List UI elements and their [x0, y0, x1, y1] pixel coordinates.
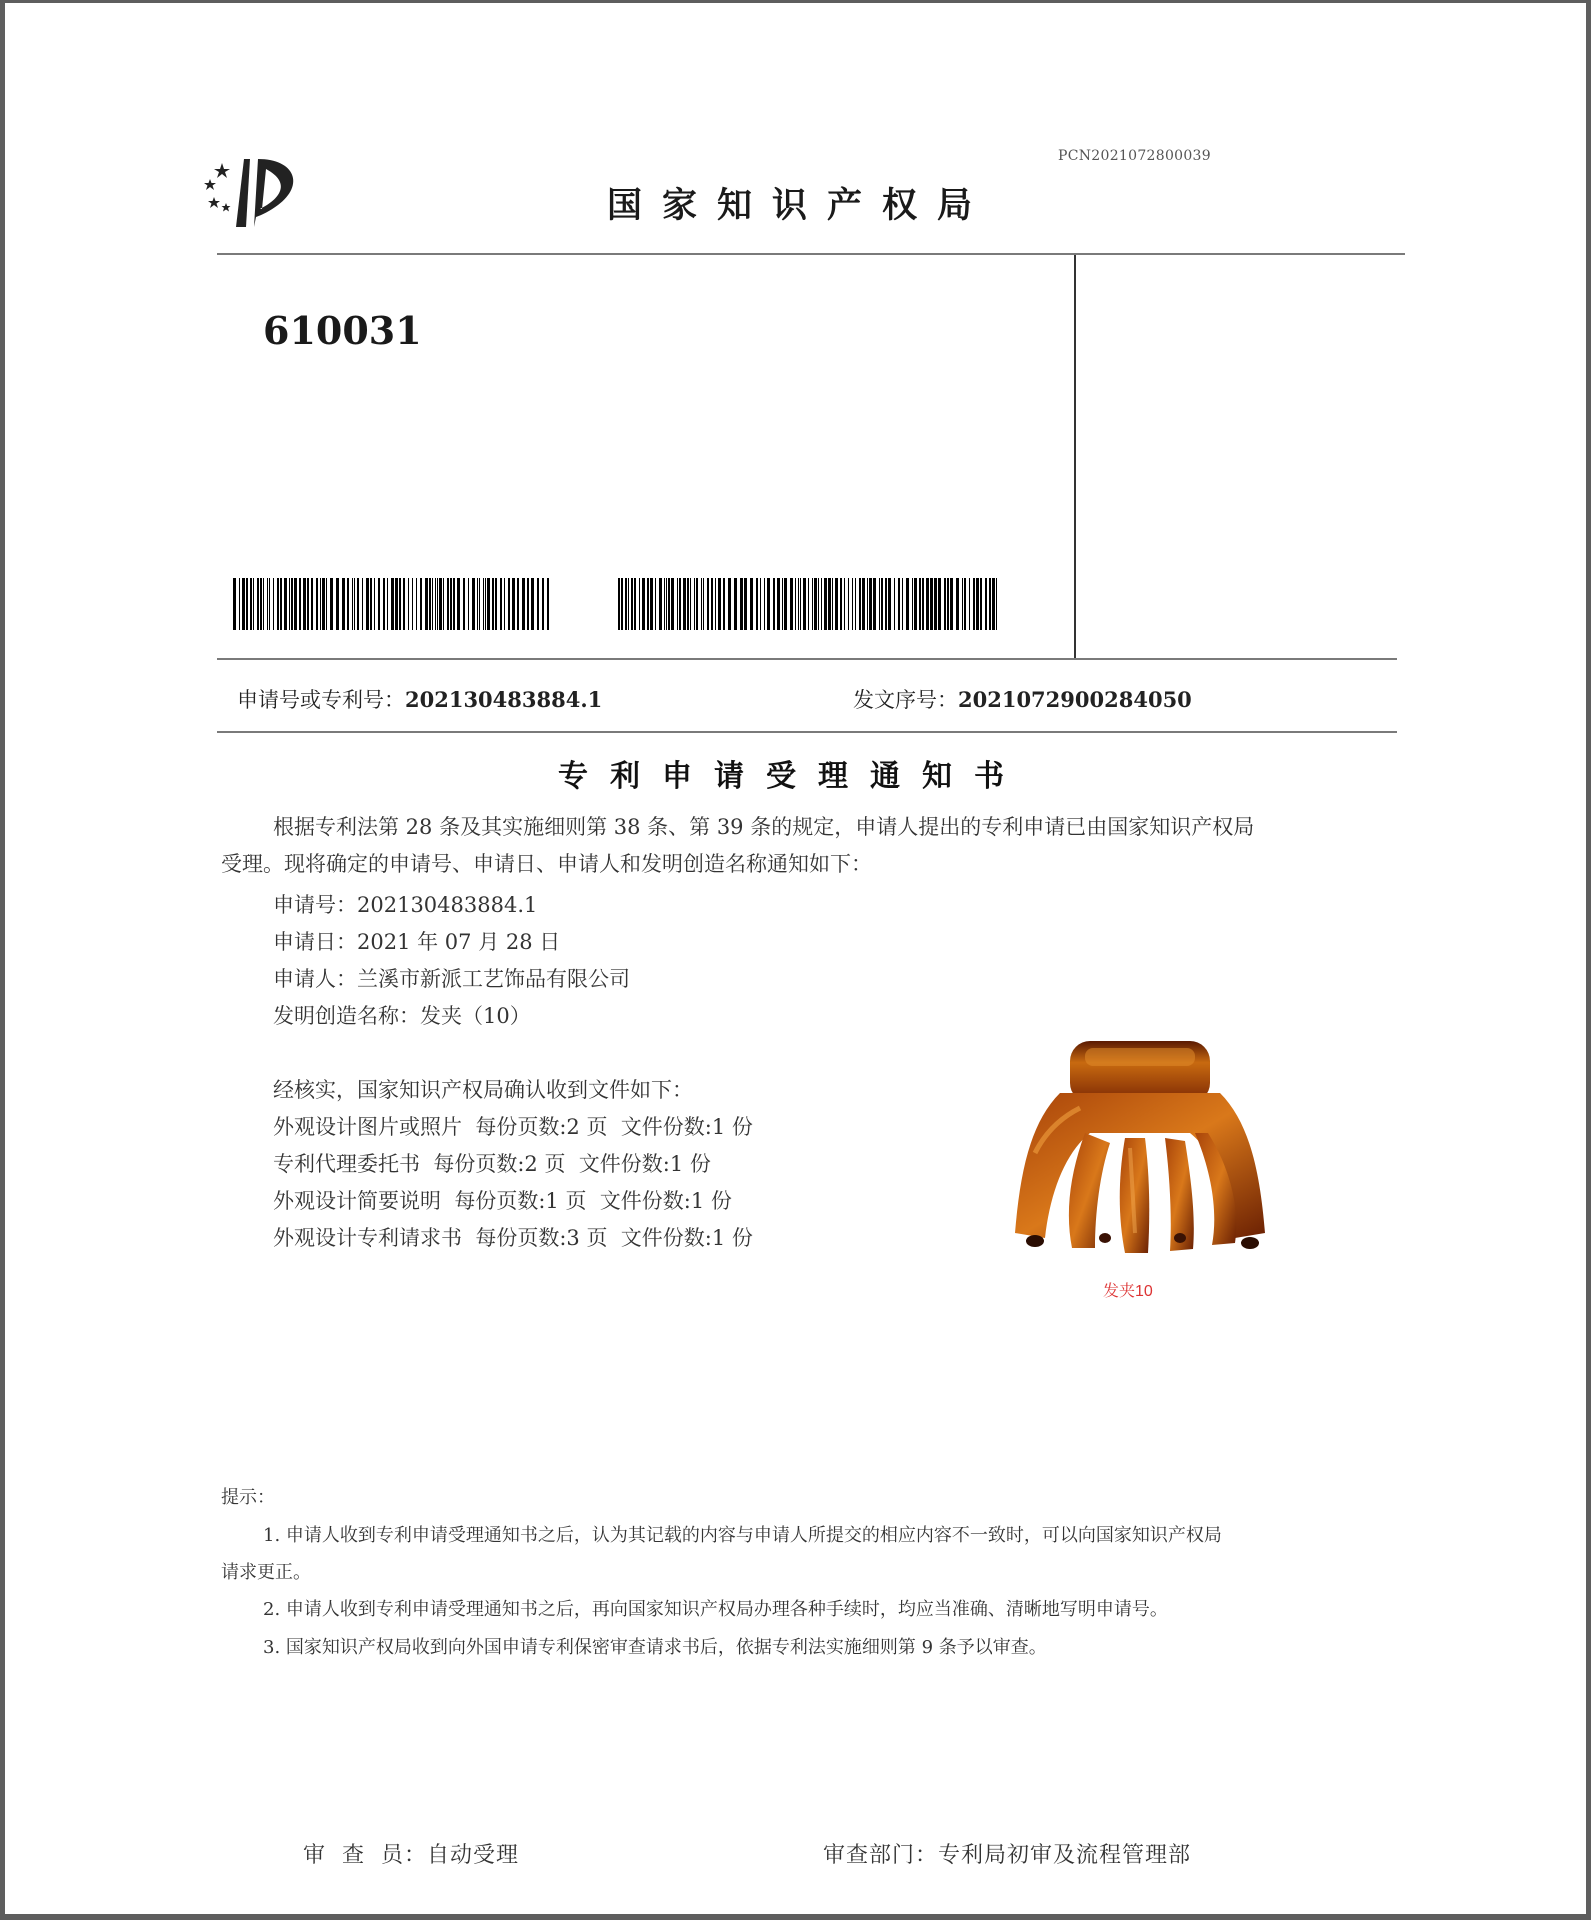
cnipa-logo-icon [200, 155, 310, 235]
examiner: 审 查 员：自动受理 [303, 1843, 519, 1868]
application-number-row [237, 684, 602, 714]
intro-line-2: 受理。现将确定的申请号、申请日、申请人和发明创造名称通知如下： [221, 852, 872, 876]
department: 审查部门：专利局初审及流程管理部 [823, 1843, 1192, 1868]
meta-top-divider [217, 658, 1397, 660]
tips-title: 提示： [221, 1487, 275, 1508]
image-caption: 发夹10 [1103, 1283, 1153, 1300]
tip-1-line-2: 请求更正。 [221, 1562, 311, 1583]
file-item: 外观设计专利请求书 每份页数:3 页 文件份数:1 份 [273, 1226, 753, 1250]
application-number-value: 202130483884.1 [405, 687, 603, 712]
postal-code: 610031 [263, 308, 422, 353]
office-name: 国家知识产权局 [607, 185, 993, 226]
document-number: PCN2021072800039 [1058, 148, 1211, 164]
file-item: 专利代理委托书 每份页数:2 页 文件份数:1 份 [273, 1152, 711, 1176]
field-applicant: 申请人：兰溪市新派工艺饰品有限公司 [273, 967, 630, 991]
tip-2: 2. 申请人收到专利申请受理通知书之后，再向国家知识产权局办理各种手续时，均应当准确、清晰地写明申请号。 [263, 1599, 1168, 1620]
dispatch-number-value: 2021072900284050 [958, 687, 1192, 712]
field-application-date: 申请日：2021 年 07 月 28 日 [273, 930, 561, 954]
tip-3: 3. 国家知识产权局收到向外国申请专利保密审查请求书后，依据专利法实施细则第 9 条予以审查。 [263, 1637, 1047, 1658]
dispatch-number-row [853, 684, 1192, 714]
confirm-title: 经核实，国家知识产权局确认收到文件如下： [273, 1078, 693, 1102]
notice-title: 专利申请受理通知书 [558, 759, 1026, 794]
dispatch-number-label: 发文序号： [853, 688, 958, 712]
file-item: 外观设计简要说明 每份页数:1 页 文件份数:1 份 [273, 1189, 732, 1213]
field-design-name: 发明创造名称：发夹（10） [273, 1004, 531, 1028]
barcode-right [618, 578, 1002, 630]
meta-bottom-divider [217, 731, 1397, 733]
document-page [5, 3, 1586, 1914]
intro-line-1: 根据专利法第 28 条及其实施细则第 38 条、第 39 条的规定，申请人提出的专利申请已由国家知识产权局 [273, 815, 1255, 839]
file-item: 外观设计图片或照片 每份页数:2 页 文件份数:1 份 [273, 1115, 753, 1139]
barcode-left [233, 578, 553, 630]
application-number-label: 申请号或专利号： [237, 688, 405, 712]
header-divider [217, 253, 1405, 255]
field-application-number: 申请号：202130483884.1 [273, 893, 538, 917]
hair-clip-image [990, 1033, 1290, 1273]
tip-1-line-1: 1. 申请人收到专利申请受理通知书之后，认为其记载的内容与申请人所提交的相应内容不一致时，可以向国家知识产权局 [263, 1525, 1222, 1546]
vertical-divider [1074, 255, 1076, 660]
